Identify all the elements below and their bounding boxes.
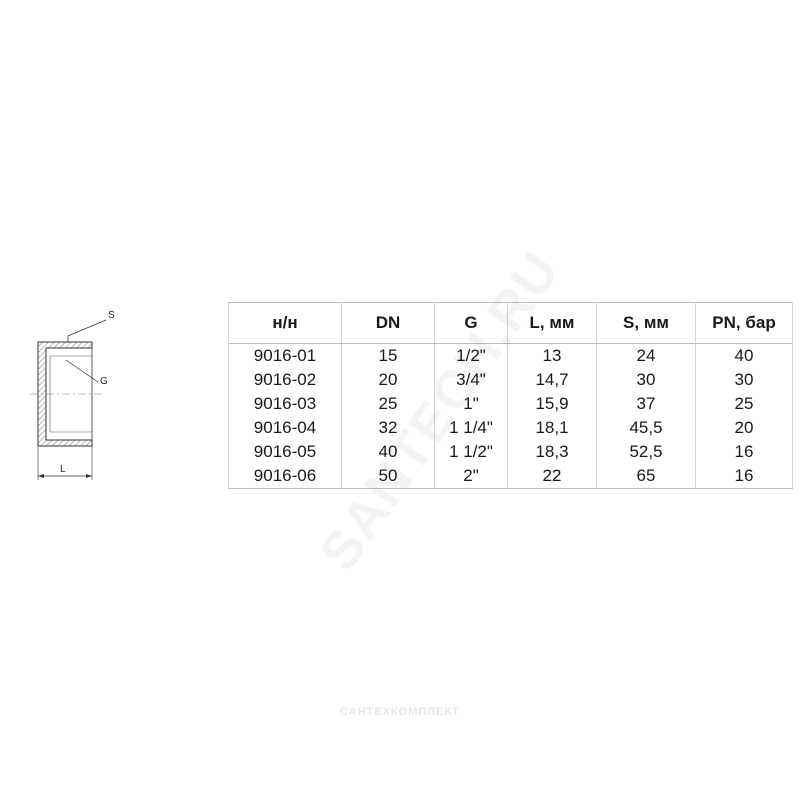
table-cell: 18,3	[508, 440, 597, 464]
table-cell: 37	[597, 392, 696, 416]
table-cell: 14,7	[508, 368, 597, 392]
table-row	[229, 416, 793, 440]
table-row	[229, 368, 793, 392]
table-cell: 13	[508, 344, 597, 369]
table-cell: 20	[696, 416, 793, 440]
header-dn: DN	[342, 303, 435, 344]
table-cell: 18,1	[508, 416, 597, 440]
table-cell: 24	[597, 344, 696, 369]
table-row	[229, 440, 793, 464]
label-l: L	[60, 464, 66, 475]
table-cell: 16	[696, 440, 793, 464]
table-cell: 32	[342, 416, 435, 440]
label-s: S	[108, 310, 115, 321]
table-cell: 1/2"	[435, 344, 508, 369]
label-g: G	[100, 376, 108, 387]
table-cell: 50	[342, 464, 435, 489]
table-cell: 1 1/2"	[435, 440, 508, 464]
table-cell: 22	[508, 464, 597, 489]
cap-drawing	[28, 300, 138, 490]
header-l: L, мм	[508, 303, 597, 344]
table-cell: 30	[597, 368, 696, 392]
table-cell: 15	[342, 344, 435, 369]
table-cell: 16	[696, 464, 793, 489]
table-row	[229, 464, 793, 489]
table-cell: 30	[696, 368, 793, 392]
table-cell: 1 1/4"	[435, 416, 508, 440]
table-cell: 2"	[435, 464, 508, 489]
header-s: S, мм	[597, 303, 696, 344]
table-cell: 15,9	[508, 392, 597, 416]
table-cell: 25	[696, 392, 793, 416]
table-cell: 9016-01	[229, 344, 342, 369]
table-cell: 52,5	[597, 440, 696, 464]
table-cell: 40	[696, 344, 793, 369]
watermark-footer: САНТЕХКОМПЛЕКТ	[339, 706, 461, 718]
table-cell: 20	[342, 368, 435, 392]
table-cell: 9016-02	[229, 368, 342, 392]
table-cell: 25	[342, 392, 435, 416]
table-cell: 1"	[435, 392, 508, 416]
table-cell: 45,5	[597, 416, 696, 440]
table-cell: 9016-05	[229, 440, 342, 464]
table-cell: 9016-04	[229, 416, 342, 440]
table-cell: 65	[597, 464, 696, 489]
table-cell: 40	[342, 440, 435, 464]
header-code: н/н	[229, 303, 342, 344]
table-cell: 3/4"	[435, 368, 508, 392]
table-row	[229, 392, 793, 416]
table-cell: 9016-06	[229, 464, 342, 489]
header-pn: PN, бар	[696, 303, 793, 344]
header-g: G	[435, 303, 508, 344]
table-cell: 9016-03	[229, 392, 342, 416]
